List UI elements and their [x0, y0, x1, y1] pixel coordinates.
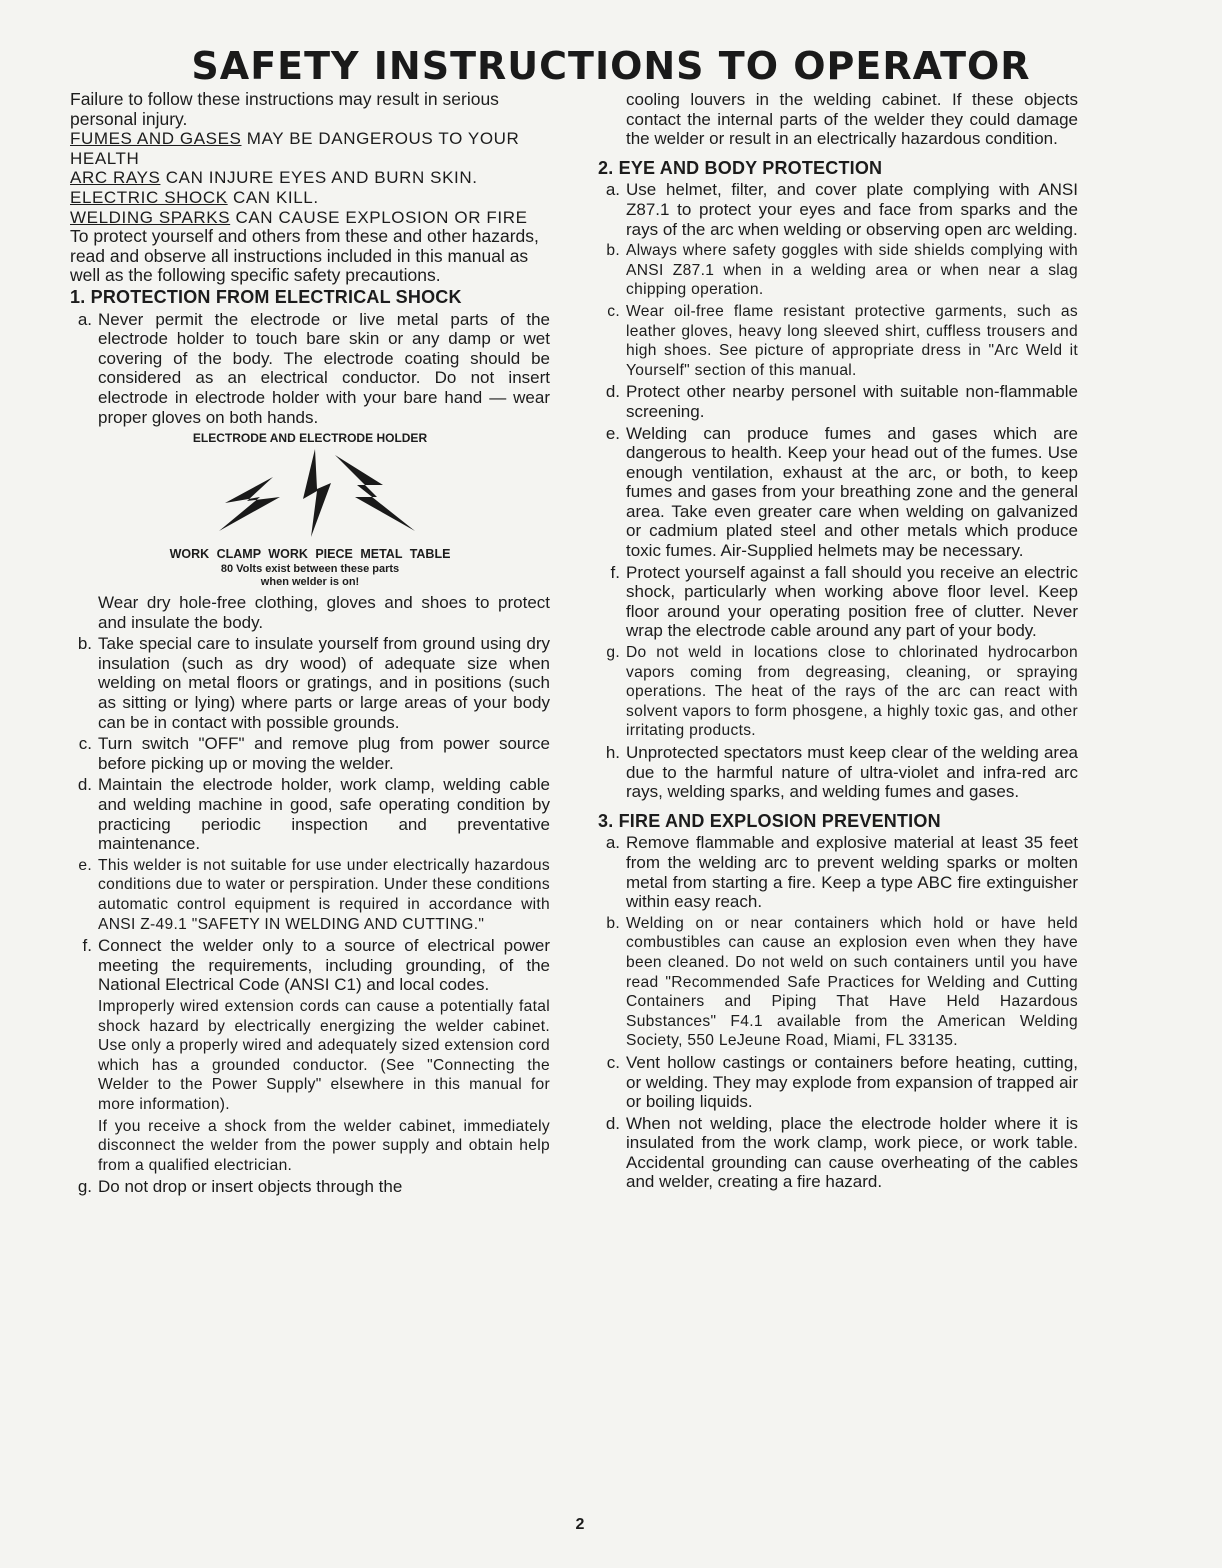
item-text: Unprotected spectators must keep clear of the welding area due to the harmful nature of ultra-violet and infra-red arc rays, welding sparks, and welding fumes and gases. — [626, 743, 1078, 802]
item-text: Do not weld in locations close to chlorinated hydrocarbon vapors coming from degreasing, cleaning, or spraying operations. The heat of the rays of the arc can react with solvent vapors to form phosgene, a highly toxic gas, and other irritating products. — [626, 644, 1078, 740]
item-letter: c. — [606, 1052, 620, 1072]
hazard-text: CAN INJURE EYES AND BURN SKIN. — [160, 168, 478, 188]
item-letter: d. — [77, 775, 92, 795]
section-2-item-c — [598, 302, 1078, 380]
item-letter: g. — [606, 644, 620, 662]
item-letter: a. — [605, 180, 620, 200]
hazard-term: ARC RAYS — [70, 168, 161, 188]
hazard-arc-rays — [70, 168, 550, 188]
item-letter: c. — [607, 302, 620, 320]
item-text: When not welding, place the electrode holder where it is insulated from the work clamp, work piece, or work table. Accidental grounding can cause overheating of the cables and welder, creating a fire hazard. — [626, 1113, 1078, 1192]
item-text: Protect other nearby personel with suitable non-flammable screening. — [626, 382, 1078, 421]
section-3-item-b — [598, 914, 1078, 1051]
item-letter: e. — [605, 423, 620, 443]
item-text: Always where safety goggles with side shields complying with ANSI Z87.1 when in a welding area or when near a slag chipping operation. — [626, 242, 1078, 299]
hazard-text: CAN KILL. — [227, 187, 319, 207]
section-3-heading: 3. FIRE AND EXPLOSION PREVENTION — [598, 810, 941, 831]
section-3-item-d — [598, 1114, 1078, 1192]
section-1-f-continuation-2: If you receive a shock from the welder cabinet, immediately disconnect the welder from the power supply and obtain help from a qualified electrician. — [98, 1117, 550, 1174]
section-1-item-d — [70, 775, 550, 853]
section-1-item-b — [70, 634, 550, 732]
item-text: Do not drop or insert objects through the — [98, 1177, 403, 1197]
section-1-heading: 1. PROTECTION FROM ELECTRICAL SHOCK — [70, 286, 462, 307]
shock-diagram — [70, 429, 550, 589]
item-letter: b. — [606, 914, 620, 932]
diagram-title: ELECTRODE AND ELECTRODE HOLDER — [192, 431, 428, 446]
hazard-text: MAY BE DANGEROUS TO YOUR HEALTH — [70, 129, 520, 168]
item-text: Take special care to insulate yourself from ground using dry insulation (such as dry wood) of adequate size when welding on metal floors or gratings, and in positions (such as sitting or lying) where parts or large areas of your body can be in contact with possible grounds. — [98, 634, 550, 732]
section-1-item-f — [70, 936, 550, 995]
item-letter: a. — [605, 833, 620, 853]
item-text: Connect the welder only to a source of electrical power meeting the requirements, including grounding, of the National Electrical Code (ANSI C1) and local codes. — [98, 936, 550, 995]
item-letter: c. — [78, 734, 92, 754]
section-2-heading: 2. EYE AND BODY PROTECTION — [598, 157, 883, 178]
hazard-term: FUMES AND GASES — [70, 129, 242, 149]
item-letter: d. — [605, 1113, 620, 1133]
intro-warning: Failure to follow these instructions may result in serious personal injury. — [70, 89, 499, 129]
item-text: Use helmet, filter, and cover plate complying with ANSI Z87.1 to protect your eyes and face from sparks and the rays of the arc when welding or observing open arc welding. — [626, 180, 1078, 239]
section-1-g-continuation: cooling louvers in the welding cabinet. If these objects contact the internal parts of the welder they could damage the welder or result in an electrically hazardous condition. — [626, 90, 1078, 149]
section-2-item-e — [598, 424, 1078, 561]
intro-protect: To protect yourself and others from these and other hazards, read and observe all instructions included in this manual as well as the following specific safety precautions. — [70, 226, 539, 286]
right-column — [598, 90, 1078, 1194]
diagram-caption — [70, 563, 550, 589]
caption-line: when welder is on! — [260, 576, 360, 589]
hazard-list — [70, 129, 550, 227]
hazard-welding-sparks — [70, 208, 550, 228]
item-letter: h. — [605, 743, 620, 762]
item-letter: a. — [77, 309, 92, 329]
section-2-item-h — [598, 743, 1078, 802]
lightning-bolt-icon — [215, 445, 435, 541]
hazard-term: WELDING SPARKS — [70, 207, 231, 227]
caption-line: 80 Volts exist between these parts — [220, 563, 400, 576]
hazard-text: CAN CAUSE EXPLOSION OR FIRE — [230, 207, 528, 227]
item-text: Never permit the electrode or live metal parts of the electrode holder to touch bare skin or any damp or wet covering of the body. The electrode coating should be considered as an electrical conductor. Do not insert electrode in electrode holder with your bare hand — wear proper gloves on both hands. — [98, 309, 550, 427]
item-text: Welding on or near containers which hold or have held combustibles can cause an explosion even when they have been cleaned. Do not weld on such containers until you have read "Recommended Safe Practices for Welding and Cutting Containers and Piping That Have Held Hazardous Substances" F4.1 available from the American Welding Society, 550 LeJeune Road, Miami, FL 33135. — [626, 914, 1078, 1050]
item-letter: g. — [77, 1177, 92, 1197]
section-1-item-g — [70, 1177, 550, 1197]
diagram-labels: WORK CLAMP WORK PIECE METAL TABLE — [169, 547, 451, 562]
page-number: 2 — [575, 1516, 585, 1533]
item-text: This welder is not suitable for use under electrically hazardous conditions due to water or perspiration. Under these conditions automatic control equipment is required in accordance with ANSI Z-49.1 "SAFETY IN WELDING AND CUTTING." — [98, 856, 550, 933]
section-2-item-b — [598, 241, 1078, 300]
page-title: SAFETY INSTRUCTIONS TO OPERATOR — [191, 44, 1031, 88]
section-2-item-f — [598, 563, 1078, 641]
item-text: Protect yourself against a fall should you receive an electric shock, particularly when working above floor level. Keep floor around your operating position free of clutter. Never wrap the electrode cable around any part of your body. — [626, 562, 1078, 641]
section-3-item-c — [598, 1053, 1078, 1112]
section-2-item-a — [598, 180, 1078, 239]
item-letter: b. — [606, 242, 620, 260]
item-text: Turn switch "OFF" and remove plug from power source before picking up or moving the welder. — [98, 734, 550, 773]
section-1-item-a — [70, 310, 550, 428]
section-1-item-e — [70, 856, 550, 934]
item-letter: f. — [610, 562, 620, 582]
item-letter: b. — [77, 634, 92, 654]
item-letter: f. — [82, 936, 92, 956]
left-column — [70, 90, 550, 1199]
item-text: Vent hollow castings or containers before heating, cutting, or welding. They may explode from expansion of trapped air or boiling liquids. — [626, 1052, 1078, 1112]
section-2-item-d — [598, 382, 1078, 421]
item-letter: d. — [605, 382, 620, 402]
section-1-f-continuation-1: Improperly wired extension cords can cause a potentially fatal shock hazard by electrically energizing the welder cabinet. Use only a properly wired and adequately sized extension cord which has a grounded conductor. (See "Connecting the Welder to the Power Supply" elsewhere in this manual for more information). — [98, 997, 550, 1113]
hazard-fumes — [70, 129, 550, 168]
item-text: Maintain the electrode holder, work clamp, welding cable and welding machine in good, safe operating condition by practicing periodic inspection and preventative maintenance. — [98, 775, 550, 854]
hazard-electric-shock — [70, 188, 550, 208]
section-2-item-g — [598, 643, 1078, 741]
item-text: Wear oil-free flame resistant protective garments, such as leather gloves, heavy long sleeved shirt, cuffless trousers and high shoes. See picture of appropriate dress in "Arc Weld it Yourself" section of this manual. — [626, 302, 1078, 379]
item-letter: e. — [78, 856, 92, 874]
item-text: Welding can produce fumes and gases which are dangerous to health. Keep your head out of the fumes. Use enough ventilation, exhaust at the arc, or both, to keep fumes and gases from your breathing zone and the general area. Take even greater care when welding on galvanized or cadmium plated steel and other metals which produce toxic fumes. Air-Supplied helmets may be necessary. — [626, 423, 1078, 561]
section-3-item-a — [598, 833, 1078, 911]
item-text: Remove flammable and explosive material at least 35 feet from the welding arc to prevent welding sparks or molten metal from starting a fire. Keep a type ABC fire extinguisher within easy reach. — [626, 833, 1078, 912]
hazard-term: ELECTRIC SHOCK — [70, 187, 228, 207]
section-1-item-c — [70, 734, 550, 773]
section-1-a-continuation: Wear dry hole-free clothing, gloves and shoes to protect and insulate the body. — [98, 593, 550, 632]
